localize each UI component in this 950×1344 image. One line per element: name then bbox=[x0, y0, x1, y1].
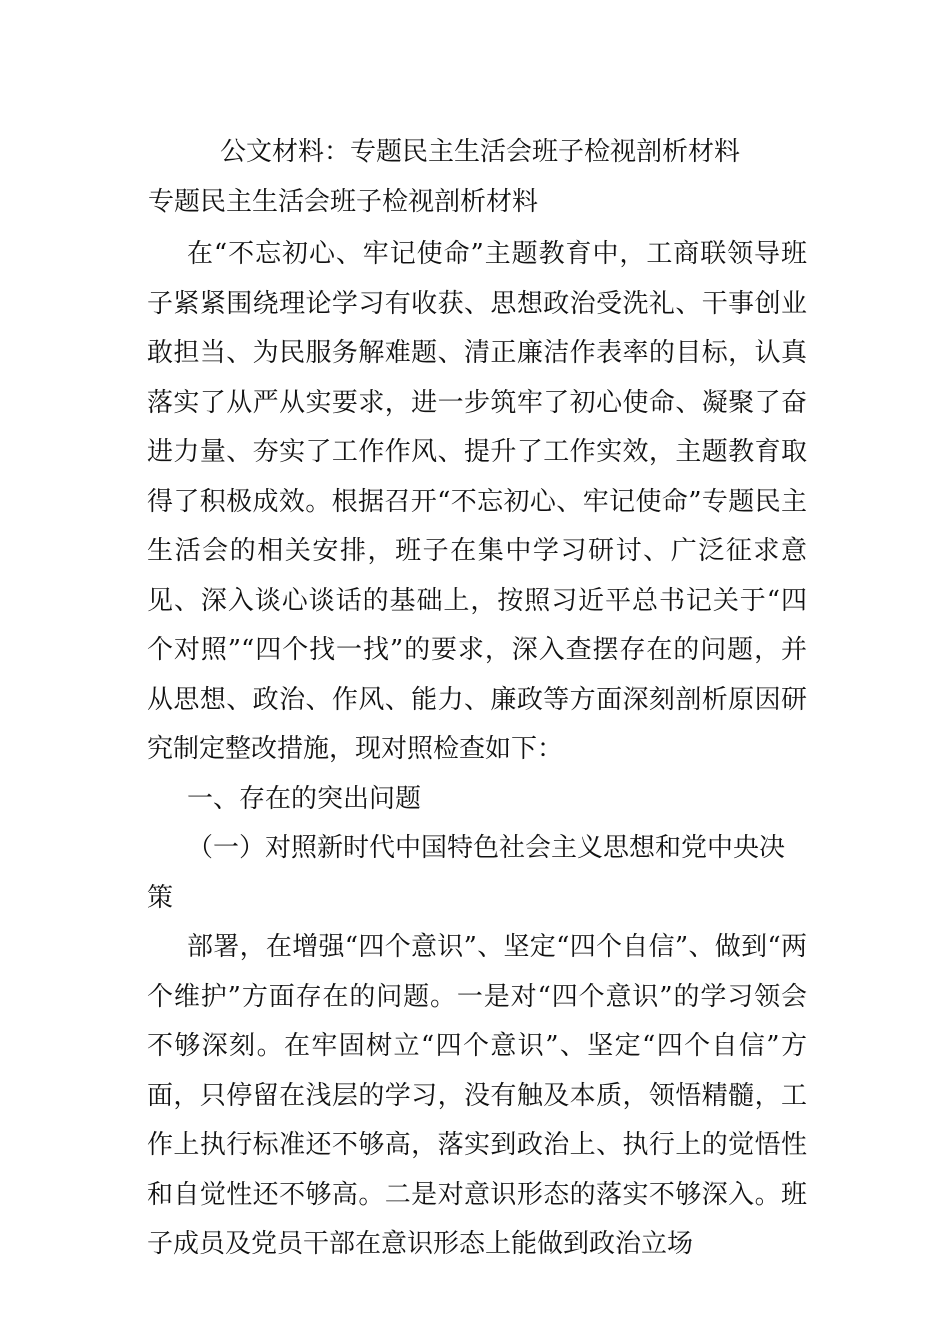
intro-paragraph: 在“不忘初心、牢记使命”主题教育中，工商联领导班子紧紧围绕理论学习有收获、思想政治受洗礼、干事创业敢担当、为民服务解难题、清正廉洁作表率的目标，认真落实了从严从实要求，进一步筑牢了初心使命、凝聚了奋进力量、夯实了工作作风、提升了工作实效，主题教育取得了积极成效。根据召开“不忘初心、牢记使命”专题民主生活会的相关安排，班子在集中学习研讨、广泛征求意见、深入谈心谈话的基础上，按照习近平总书记关于“四个对照”“四个找一找”的要求，深入查摆存在的问题，并从思想、政治、作风、能力、廉政等方面深刻剖析原因研究制定整改措施，现对照检查如下： bbox=[147, 239, 807, 764]
subsection-heading: （一）对照新时代中国特色社会主义思想和党中央决策 bbox=[147, 833, 786, 913]
document-title: 公文材料：专题民主生活会班子检视剖析材料 bbox=[220, 137, 741, 167]
document-subtitle: 专题民主生活会班子检视剖析材料 bbox=[148, 187, 539, 217]
section-heading: 一、存在的突出问题 bbox=[187, 783, 422, 814]
document-body bbox=[147, 230, 807, 1270]
subsection-paragraph: 部署，在增强“四个意识”、坚定“四个自信”、做到“两个维护”方面存在的问题。一是对“四个意识”的学习领会不够深刻。在牢固树立“四个意识”、坚定“四个自信”方面，只停留在浅层的学习，没有触及本质，领悟精髓，工作上执行标准还不够高，落实到政治上、执行上的觉悟性和自觉性还不够高。二是对意识形态的落实不够深入。班子成员及党员干部在意识形态上能做到政治立场 bbox=[147, 932, 807, 1259]
